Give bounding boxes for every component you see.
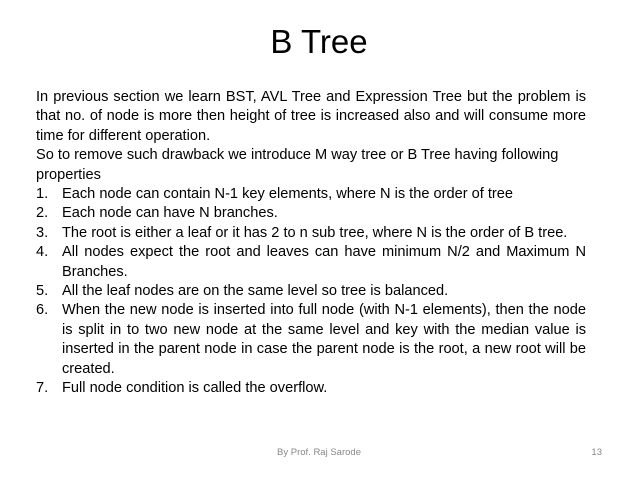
property-list <box>36 185 586 398</box>
item-text: Each node can contain N-1 key elements, where N is the order of tree <box>62 186 514 203</box>
intro-paragraph: So to remove such drawback we introduce M way tree or B Tree having following properties <box>36 147 559 183</box>
page-number: 13 <box>591 447 602 458</box>
item-number: 6. <box>36 302 49 319</box>
item-number: 2. <box>36 205 49 222</box>
item-number: 4. <box>36 244 49 261</box>
item-text: All nodes expect the root and leaves can have minimum N/2 and Maximum N Branches. <box>62 244 586 280</box>
item-text: All the leaf nodes are on the same level so tree is balanced. <box>62 283 449 300</box>
property-item <box>36 243 586 282</box>
item-text: Full node condition is called the overflow. <box>62 380 328 397</box>
property-item <box>36 185 586 204</box>
property-item <box>36 282 586 301</box>
item-number: 7. <box>36 380 49 397</box>
item-text: The root is either a leaf or it has 2 to n sub tree, where N is the order of B tree. <box>62 224 568 241</box>
footer-author: By Prof. Raj Sarode <box>277 447 361 458</box>
item-number: 1. <box>36 186 49 203</box>
property-item <box>36 379 586 398</box>
slide-body <box>36 88 586 399</box>
item-number: 5. <box>36 283 49 300</box>
item-text: Each node can have N branches. <box>62 205 278 222</box>
item-text: When the new node is inserted into full node (with N-1 elements), then the node is split in to two new node at the same level and key with the median value is inserted in the parent node in case the parent node is the root, a new root will be created. <box>62 302 586 377</box>
slide-title: B Tree <box>270 23 368 60</box>
property-item <box>36 204 586 223</box>
intro-paragraph: In previous section we learn BST, AVL Tree and Expression Tree but the problem is that no. of node is more then height of tree is increased also and will consume more time for different operation. <box>36 89 586 144</box>
item-number: 3. <box>36 224 49 241</box>
property-item <box>36 301 586 379</box>
property-item <box>36 224 586 243</box>
